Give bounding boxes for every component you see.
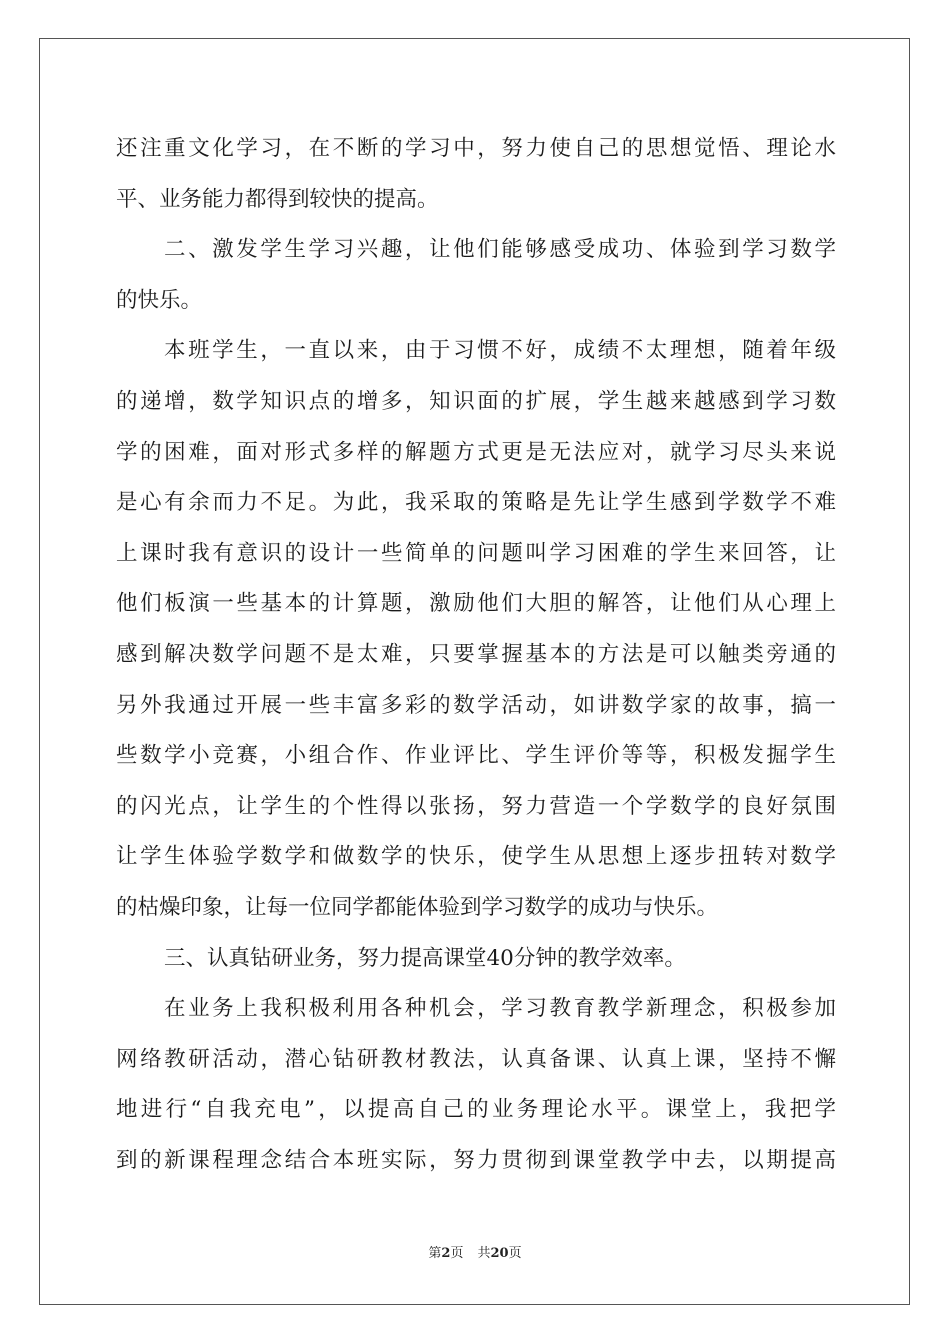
text-line: 在业务上我积极利用各种机会，学习教育教学新理念，积极参加 [164,996,836,1022]
text-line: 三、认真钻研业务，努力提高课堂40分钟的教学效率。 [164,945,686,971]
document-body [116,124,836,1186]
text-line: 地进行“自我充电”，以提高自己的业务理论水平。课堂上，我把学 [116,1097,836,1123]
total-pages: 20 [490,1246,509,1261]
text-line: 感到解决数学问题不是太难，只要掌握基本的方法是可以触类旁通的 [116,641,836,667]
text-line: 的递增，数学知识点的增多，知识面的扩展，学生越来越感到学习数 [116,388,836,414]
text-line: 二、激发学生学习兴趣，让他们能够感受成功、体验到学习数学 [164,237,836,263]
text-line: 上课时我有意识的设计一些简单的问题叫学习困难的学生来回答，让 [116,540,836,566]
text-line: 的闪光点，让学生的个性得以张扬，努力营造一个学数学的良好氛围 [116,793,836,819]
text-line: 的枯燥印象，让每一位同学都能体验到学习数学的成功与快乐。 [116,894,719,920]
page-prefix: 第 [428,1246,442,1261]
text-line: 他们板演一些基本的计算题，激励他们大胆的解答，让他们从心理上 [116,591,836,617]
page-suffix: 页 [450,1246,464,1261]
text-line: 些数学小竞赛，小组合作、作业评比、学生评价等等，积极发掘学生 [116,743,836,769]
text-line: 另外我通过开展一些丰富多彩的数学活动，如讲数学家的故事，搞一 [116,692,836,718]
text-line: 到的新课程理念结合本班实际，努力贯彻到课堂教学中去，以期提高 [116,1147,836,1173]
page-number: 2 [441,1246,451,1261]
text-line: 还注重文化学习，在不断的学习中，努力使自己的思想觉悟、理论水 [116,136,836,161]
text-line: 网络教研活动，潜心钻研教材教法，认真备课、认真上课，坚持不懈 [116,1046,836,1072]
text-line: 平、业务能力都得到较快的提高。 [116,186,439,212]
text-line: 的快乐。 [116,287,203,313]
page-footer [0,1242,950,1261]
text-line: 是心有余而力不足。为此，我采取的策略是先让学生感到学数学不难 [116,490,836,516]
text-line: 让学生体验学数学和做数学的快乐，使学生从思想上逐步扭转对数学 [116,844,836,870]
text-line: 本班学生，一直以来，由于习惯不好，成绩不太理想，随着年级 [164,338,836,364]
total-suffix: 页 [508,1246,522,1261]
text-line: 学的困难，面对形式多样的解题方式更是无法应对，就学习尽头来说 [116,439,836,465]
total-prefix: 共 [477,1246,491,1261]
